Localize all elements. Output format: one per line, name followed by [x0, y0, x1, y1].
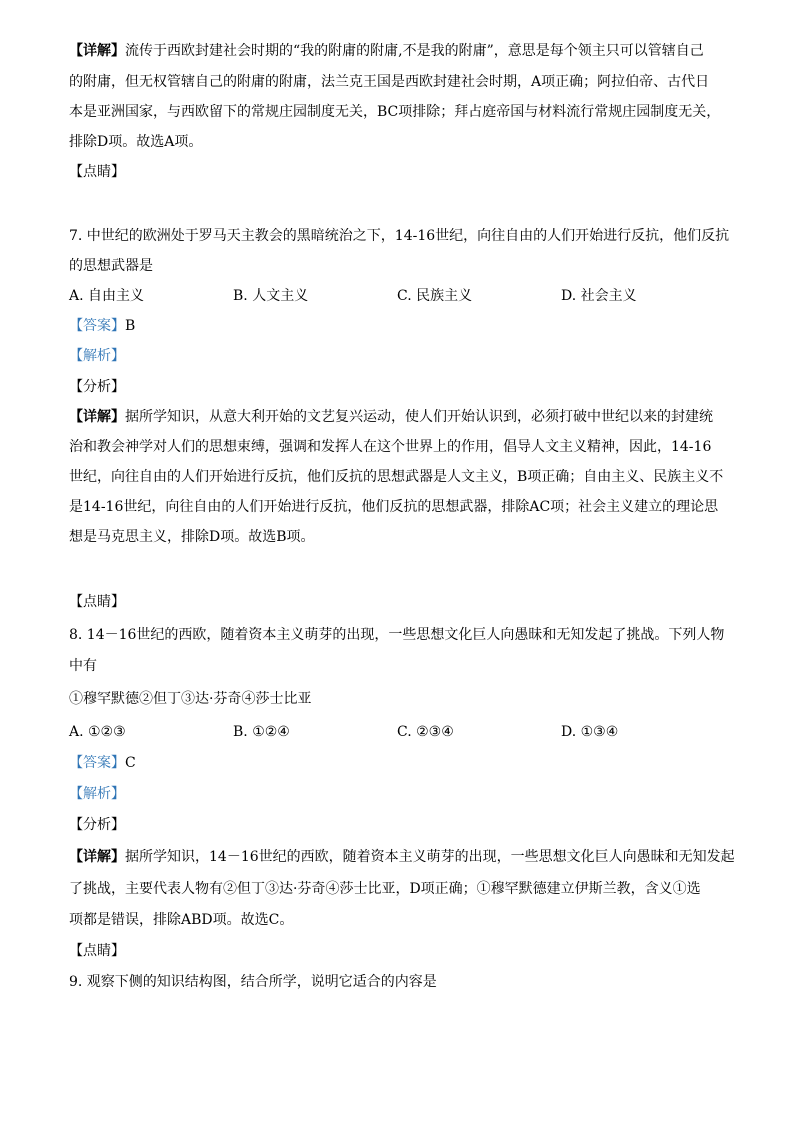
q9-stem-line-1: 9. 观察下侧的知识结构图，结合所学，说明它适合的内容是: [69, 974, 437, 990]
q8-option-b: B. ①②④: [233, 724, 290, 740]
answer-label: 【答案】: [69, 318, 125, 334]
q7-detail-line-2: 治和教会神学对人们的思想束缚，强调和发挥人在这个世界上的作用，倡导人文主义精神，因此，14-16: [69, 439, 712, 455]
q8-option-d: D. ①③④: [561, 724, 619, 740]
q7-detail-line-4: 是14-16世纪，向往自由的人们开始进行反抗，他们反抗的思想武器，排除AC项；社会主义建立的理论思: [69, 499, 719, 515]
q8-tip-label: 【点睛】: [69, 943, 125, 959]
q7-stem-line-1: 7. 中世纪的欧洲处于罗马天主教会的黑暗统治之下，14-16世纪，向往自由的人们开始进行反抗，他们反抗: [69, 228, 730, 244]
q7-stem-line-2: 的思想武器是: [69, 258, 153, 274]
q6-detail-line-3: 本是亚洲国家，与西欧留下的常规庄园制度无关，BC项排除；拜占庭帝国与材料流行常规庄园制度无关，: [69, 104, 721, 120]
q7-detail-line-1: 【详解】据所学知识，从意大利开始的文艺复兴运动，使人们开始认识到，必须打破中世纪以来的封建统: [69, 409, 713, 425]
q7-option-a: A. 自由主义: [69, 288, 145, 304]
q8-fenxi-label: 【分析】: [69, 817, 125, 833]
answer-label: 【答案】: [69, 755, 125, 771]
detail-label: 【详解】: [69, 409, 125, 425]
q7-analysis-label: 【解析】: [69, 348, 125, 364]
q8-detail-line-3: 项都是错误，排除ABD项。故选C。: [69, 912, 294, 928]
q8-analysis-label: 【解析】: [69, 786, 125, 802]
q8-detail-line-2: 了挑战，主要代表人物有②但丁③达·芬奇④莎士比亚，D项正确；①穆罕默德建立伊斯兰教，含义①选: [69, 881, 701, 897]
detail-label: 【详解】: [69, 43, 125, 59]
q7-tip-label: 【点睛】: [69, 594, 125, 610]
q8-stem-line-2: 中有: [69, 658, 97, 674]
detail-label: 【详解】: [69, 849, 125, 865]
q7-option-d: D. 社会主义: [561, 288, 637, 304]
q7-detail-line-5: 想是马克思主义，排除D项。故选B项。: [69, 529, 315, 545]
q6-detail-line-2: 的附庸，但无权管辖自己的附庸的附庸，法兰克王国是西欧封建社会时期，A项正确；阿拉伯帝、古代日: [69, 74, 710, 90]
q8-answer: [69, 753, 136, 773]
q6-detail-line-1: 【详解】流传于西欧封建社会时期的“我的附庸的附庸,不是我的附庸”，意思是每个领主只可以管辖自己: [69, 43, 704, 59]
q6-tip-label: 【点睛】: [69, 164, 125, 180]
q8-stem-line-1: 8. 14－16世纪的西欧，随着资本主义萌芽的出现，一些思想文化巨人向愚昧和无知发起了挑战。下列人物: [69, 627, 725, 643]
q7-fenxi-label: 【分析】: [69, 379, 125, 395]
q7-detail-line-3: 世纪，向往自由的人们开始进行反抗，他们反抗的思想武器是人文主义，B项正确；自由主义、民族主义不: [69, 469, 724, 485]
answer-value: B: [125, 318, 136, 334]
answer-value: C: [125, 755, 136, 771]
q8-detail-line-1: 【详解】据所学知识，14－16世纪的西欧，随着资本主义萌芽的出现，一些思想文化巨人向愚昧和无知发起: [69, 849, 735, 865]
q7-answer: [69, 316, 135, 336]
q8-stem-line-3: ①穆罕默德②但丁③达·芬奇④莎士比亚: [69, 691, 312, 707]
q8-option-a: A. ①②③: [69, 724, 126, 740]
q7-option-b: B. 人文主义: [233, 288, 309, 304]
q7-option-c: C. 民族主义: [397, 288, 473, 304]
q8-option-c: C. ②③④: [397, 724, 454, 740]
q6-detail-line-4: 排除D项。故选A项。: [69, 134, 203, 150]
